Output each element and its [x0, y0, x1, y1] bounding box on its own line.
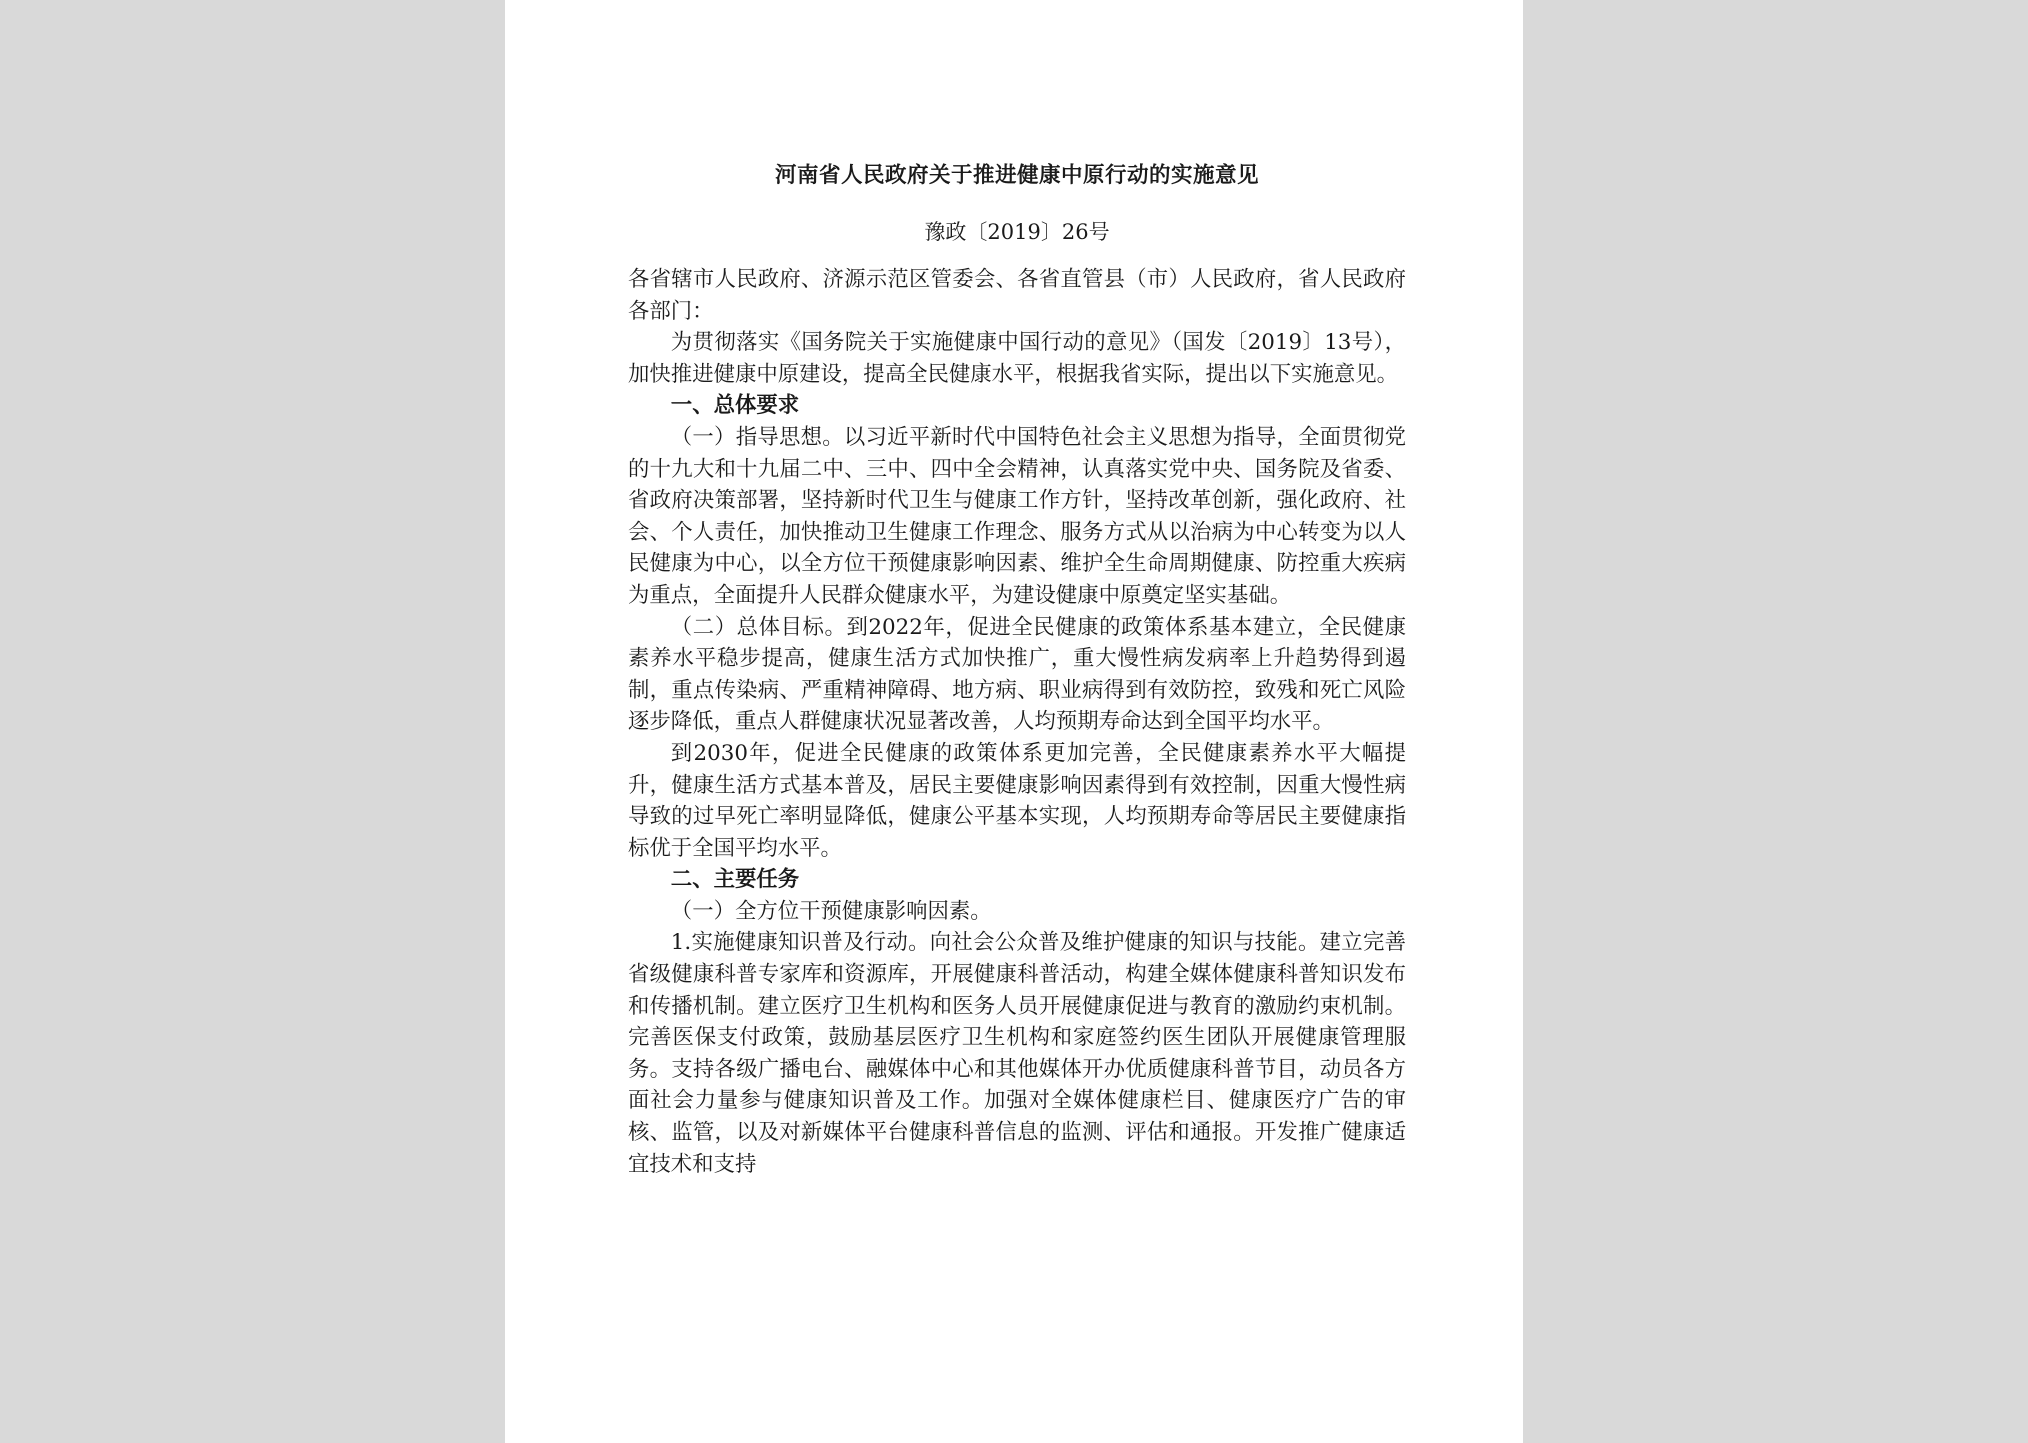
salutation: 各省辖市人民政府、济源示范区管委会、各省直管县（市）人民政府，省人民政府各部门： [628, 267, 1406, 324]
section-heading-general-requirements: 一、总体要求 [670, 393, 800, 419]
paragraph-overall-goal-2022: （二）总体目标。到2022年，促进全民健康的政策体系基本建立，全民健康素养水平稳步提高，健康生活方式加快推广，重大慢性病发病率上升趋势得到遏制，重点传染病、严重精神障碍、地方病、职业病得到有效防控，致残和死亡风险逐步降低，重点人群健康状况显著改善，人均预期寿命达到全国平均水平。 [628, 614, 1406, 735]
paragraph-health-knowledge-action: 1.实施健康知识普及行动。向社会公众普及维护健康的知识与技能。建立完善省级健康科普专家库和资源库，开展健康科普活动，构建全媒体健康科普知识发布和传播机制。建立医疗卫生机构和医务人员开展健康促进与教育的激励约束机制。完善医保支付政策，鼓励基层医疗卫生机构和家庭签约医生团队开展健康管理服务。支持各级广播电台、融媒体中心和其他媒体开办优质健康科普节目，动员各方面社会力量参与健康知识普及工作。加强对全媒体健康栏目、健康医疗广告的审核、监管，以及对新媒体平台健康科普信息的监测、评估和通报。开发推广健康适宜技术和支持 [628, 930, 1406, 1177]
paragraph-guiding-ideology: （一）指导思想。以习近平新时代中国特色社会主义思想为指导，全面贯彻党的十九大和十九届二中、三中、四中全会精神，认真落实党中央、国务院及省委、省政府决策部署，坚持新时代卫生与健康工作方针，坚持改革创新，强化政府、社会、个人责任，加快推动卫生健康工作理念、服务方式从以治病为中心转变为以人民健康为中心，以全方位干预健康影响因素、维护全生命周期健康、防控重大疾病为重点，全面提升人民群众健康水平，为建设健康中原奠定坚实基础。 [628, 424, 1406, 608]
document-number: 豫政〔2019〕26号 [924, 220, 1110, 244]
document-content [628, 150, 1406, 1180]
section-heading-main-tasks: 二、主要任务 [670, 867, 800, 893]
document-title: 河南省人民政府关于推进健康中原行动的实施意见 [774, 163, 1259, 188]
paragraph-overall-goal-2030: 到2030年，促进全民健康的政策体系更加完善，全民健康素养水平大幅提升，健康生活方式基本普及，居民主要健康影响因素得到有效控制，因重大慢性病导致的过早死亡率明显降低，健康公平基本实现，人均预期寿命等居民主要健康指标优于全国平均水平。 [628, 740, 1406, 861]
preamble-paragraph: 为贯彻落实《国务院关于实施健康中国行动的意见》（国发〔2019〕13号），加快推进健康中原建设，提高全民健康水平，根据我省实际，提出以下实施意见。 [628, 330, 1406, 387]
subsection-heading-health-factors: （一）全方位干预健康影响因素。 [670, 898, 992, 924]
document-page [505, 0, 1523, 1443]
